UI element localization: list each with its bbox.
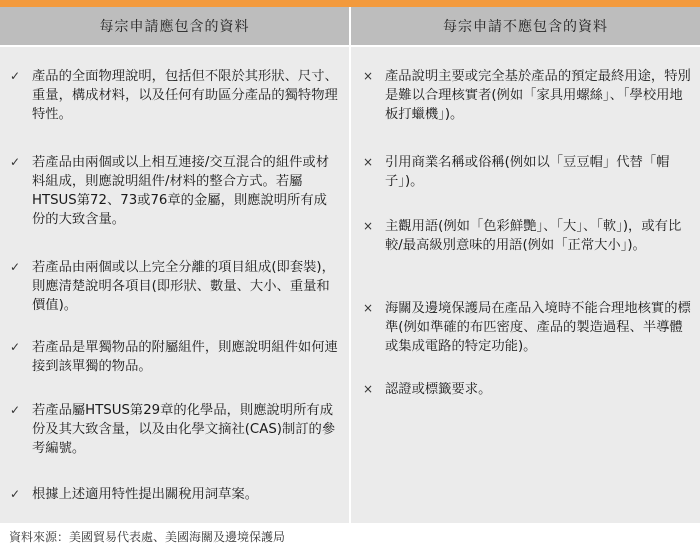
- cross-icon: ×: [363, 155, 374, 169]
- cross-icon: ×: [363, 219, 374, 233]
- list-item: ✓ 根據上述適用特性提出關稅用詞草案。: [10, 487, 259, 502]
- check-icon: ✓: [10, 260, 21, 274]
- cross-icon: ×: [363, 301, 374, 315]
- check-icon: ✓: [10, 340, 21, 354]
- source-note: 資料來源：美國貿易代表處、美國海關及邊境保護局: [9, 530, 286, 544]
- check-icon: ✓: [10, 403, 21, 417]
- should-include-header: 每宗申請應包含的資料: [0, 7, 349, 47]
- list-item: ✓ 若產品是單獨物品的附屬組件，則應說明組件如何連接到該單獨的物品。: [10, 340, 338, 374]
- list-item: ✓ 若產品由兩個或以上完全分離的項目組成(即套裝)，則應清楚說明各項目(即形狀、數量、大小、重量和價值)。: [10, 260, 335, 313]
- check-icon: ✓: [10, 487, 21, 501]
- list-item: × 引用商業名稱或俗稱(例如以「豆豆帽」代替「帽子」)。: [363, 155, 670, 189]
- list-item: × 認證或標籤要求。: [363, 382, 492, 397]
- check-icon: ✓: [10, 155, 21, 169]
- should-include-column: [0, 7, 351, 523]
- should-not-include-column: [351, 7, 700, 523]
- list-item: ✓ 若產品屬HTSUS第29章的化學品，則應說明所有成份及其大致含量，以及由化學文摘社(CAS)制訂的參考編號。: [10, 403, 336, 456]
- comparison-table: [0, 7, 700, 523]
- list-item: ✓ 產品的全面物理說明，包括但不限於其形狀、尺寸、重量，構成材料，以及任何有助區分產品的獨特物理特性。: [10, 69, 338, 122]
- list-item: × 海關及邊境保護局在產品入境時不能合理地核實的標準(例如準確的布匹密度、產品的製造過程、半導體或集成電路的特定功能)。: [363, 301, 691, 354]
- cross-icon: ×: [363, 382, 374, 396]
- list-item: × 產品說明主要或完全基於產品的預定最終用途，特別是難以合理核實者(例如「家具用螺絲」、「學校用地板打蠟機」)。: [363, 69, 691, 122]
- check-icon: ✓: [10, 69, 21, 83]
- orange-top-bar: [0, 0, 700, 7]
- cross-icon: ×: [363, 69, 374, 83]
- list-item: ✓ 若產品由兩個或以上相互連接/交互混合的組件或材料組成，則應說明組件/材料的整合方式。若屬HTSUS第72、73或76章的金屬，則應說明所有成份的大致含量。: [10, 155, 330, 227]
- list-item: × 主觀用語(例如「色彩鮮艷」、「大」、「軟」)，或有比較/最高級別意味的用語(例如「正常大小」)。: [363, 219, 682, 253]
- should-not-include-header: 每宗申請不應包含的資料: [351, 7, 700, 47]
